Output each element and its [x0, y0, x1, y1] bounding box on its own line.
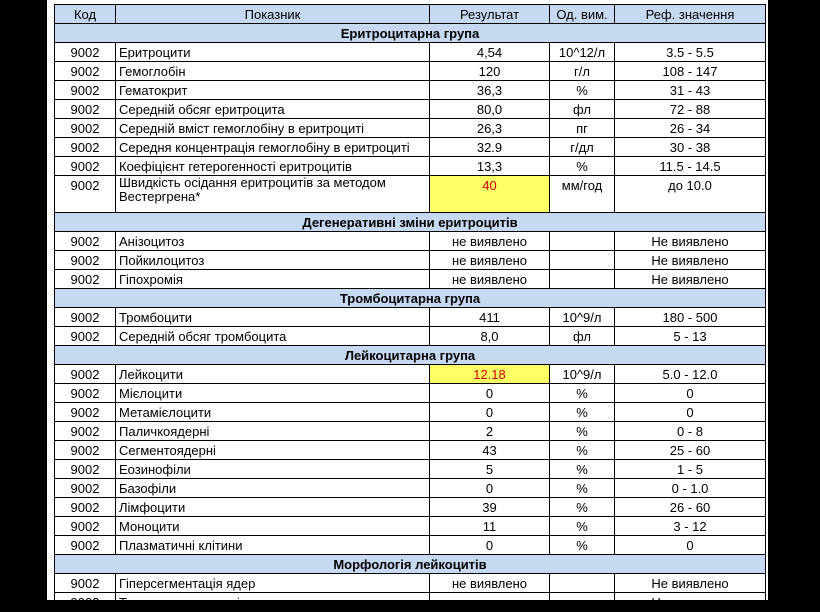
table-row [55, 498, 766, 517]
cell-unit: пг [550, 119, 615, 138]
cell-unit: 10^9/л [550, 308, 615, 327]
cell-reference-range: 0 [615, 384, 766, 403]
lab-results-table [54, 4, 766, 612]
cell-reference-range: Не виявлено [615, 232, 766, 251]
cell-test-name: Середній вміст гемоглобіну в еритроциті [116, 119, 430, 138]
cell-result: 12.18 [430, 365, 550, 384]
table-row [55, 270, 766, 289]
cell-unit: мм/год [550, 176, 615, 213]
table-row [55, 119, 766, 138]
cell-reference-range: 0 - 1.0 [615, 479, 766, 498]
cell-unit [550, 593, 615, 612]
cell-result: 40 [430, 176, 550, 213]
section-header-row [55, 289, 766, 308]
cell-code: 9002 [55, 251, 116, 270]
cell-result: не виявлено [430, 270, 550, 289]
cell-code: 9002 [55, 62, 116, 81]
cell-reference-range: 0 - 8 [615, 422, 766, 441]
section-title: Морфологія лейкоцитів [55, 555, 766, 574]
cell-unit: фл [550, 327, 615, 346]
header-unit: Од. вим. [550, 5, 615, 24]
cell-result: 0 [430, 384, 550, 403]
table-row [55, 62, 766, 81]
cell-result: 4,54 [430, 43, 550, 62]
cell-test-name: Паличкоядерні [116, 422, 430, 441]
cell-test-name: Тромбоцити [116, 308, 430, 327]
cell-unit: % [550, 403, 615, 422]
cell-unit: 10^9/л [550, 365, 615, 384]
cell-result: 0 [430, 536, 550, 555]
cell-reference-range: 26 - 34 [615, 119, 766, 138]
cell-code: 9002 [55, 308, 116, 327]
cell-reference-range: 3.5 - 5.5 [615, 43, 766, 62]
table-row [55, 365, 766, 384]
cell-unit [550, 574, 615, 593]
cell-unit [550, 251, 615, 270]
cell-reference-range: Не виявлено [615, 270, 766, 289]
cell-test-name: Швидкість осідання еритроцитів за методом Вестергрена* [116, 176, 430, 213]
table-row [55, 251, 766, 270]
cell-test-name: Еозинофіли [116, 460, 430, 479]
cell-test-name: Гіперсегментація ядер [116, 574, 430, 593]
cell-reference-range: 0 [615, 403, 766, 422]
cell-reference-range: Не виявлено [615, 593, 766, 612]
section-header-row [55, 555, 766, 574]
header-name: Показник [116, 5, 430, 24]
cell-result: 80,0 [430, 100, 550, 119]
table-row [55, 327, 766, 346]
table-row [55, 574, 766, 593]
cell-unit: г/л [550, 62, 615, 81]
cell-code: 9002 [55, 422, 116, 441]
cell-result: 0 [430, 479, 550, 498]
cell-test-name: Анізоцитоз [116, 232, 430, 251]
header-result: Результат [430, 5, 550, 24]
cell-test-name: Гематокрит [116, 81, 430, 100]
cell-result: 26,3 [430, 119, 550, 138]
cell-unit: фл [550, 100, 615, 119]
cell-unit: % [550, 422, 615, 441]
cell-code: 9002 [55, 100, 116, 119]
cell-unit [550, 270, 615, 289]
cell-unit: 10^12/л [550, 43, 615, 62]
table-row [55, 100, 766, 119]
table-row [55, 81, 766, 100]
cell-result: 36,3 [430, 81, 550, 100]
cell-test-name: Еритроцити [116, 43, 430, 62]
cell-reference-range: 3 - 12 [615, 517, 766, 536]
cell-reference-range: 31 - 43 [615, 81, 766, 100]
table-row [55, 517, 766, 536]
table-row [55, 384, 766, 403]
cell-code: 9002 [55, 517, 116, 536]
cell-code: 9002 [55, 157, 116, 176]
cell-code: 9002 [55, 81, 116, 100]
cell-result: 411 [430, 308, 550, 327]
cell-code: 9002 [55, 327, 116, 346]
cell-unit: % [550, 441, 615, 460]
cell-code: 9002 [55, 593, 116, 612]
cell-reference-range: Не виявлено [615, 251, 766, 270]
cell-reference-range: 180 - 500 [615, 308, 766, 327]
section-header-row [55, 346, 766, 365]
cell-result: не виявлено [430, 593, 550, 612]
cell-reference-range: 26 - 60 [615, 498, 766, 517]
cell-reference-range: 25 - 60 [615, 441, 766, 460]
cell-test-name: Мієлоцити [116, 384, 430, 403]
cell-test-name: Лімфоцити [116, 498, 430, 517]
cell-code: 9002 [55, 138, 116, 157]
cell-code: 9002 [55, 460, 116, 479]
table-row [55, 232, 766, 251]
table-row [55, 176, 766, 213]
section-header-row [55, 213, 766, 232]
cell-code: 9002 [55, 176, 116, 213]
cell-code: 9002 [55, 43, 116, 62]
cell-test-name: Базофіли [116, 479, 430, 498]
cell-test-name: Метамієлоцити [116, 403, 430, 422]
cell-unit: % [550, 81, 615, 100]
section-title: Дегенеративні зміни еритроцитів [55, 213, 766, 232]
cell-unit: % [550, 479, 615, 498]
cell-result: 2 [430, 422, 550, 441]
table-row [55, 308, 766, 327]
cell-test-name: Середній обсяг еритроцита [116, 100, 430, 119]
cell-reference-range: 30 - 38 [615, 138, 766, 157]
header-code: Код [55, 5, 116, 24]
cell-test-name: Сегментоядерні [116, 441, 430, 460]
cell-result: 120 [430, 62, 550, 81]
table-row [55, 422, 766, 441]
cell-code: 9002 [55, 365, 116, 384]
cell-reference-range: 5 - 13 [615, 327, 766, 346]
table-row [55, 593, 766, 612]
cell-unit: % [550, 517, 615, 536]
table-header-row [55, 5, 766, 24]
table-row [55, 460, 766, 479]
cell-test-name: Токсогенна зернистість [116, 593, 430, 612]
cell-unit: % [550, 498, 615, 517]
header-ref: Реф. значення [615, 5, 766, 24]
table-row [55, 441, 766, 460]
cell-result: не виявлено [430, 251, 550, 270]
cell-result: 39 [430, 498, 550, 517]
cell-code: 9002 [55, 384, 116, 403]
cell-result: 5 [430, 460, 550, 479]
cell-reference-range: до 10.0 [615, 176, 766, 213]
cell-unit: % [550, 460, 615, 479]
cell-result: не виявлено [430, 574, 550, 593]
cell-reference-range: 1 - 5 [615, 460, 766, 479]
cell-result: 8,0 [430, 327, 550, 346]
cell-result: 43 [430, 441, 550, 460]
cell-reference-range: 108 - 147 [615, 62, 766, 81]
cell-unit: % [550, 157, 615, 176]
cell-reference-range: Не виявлено [615, 574, 766, 593]
table-row [55, 157, 766, 176]
table-row [55, 43, 766, 62]
cell-code: 9002 [55, 270, 116, 289]
cell-result: не виявлено [430, 232, 550, 251]
cell-unit [550, 232, 615, 251]
lab-report-sheet [47, 0, 768, 610]
cell-unit: % [550, 384, 615, 403]
cell-reference-range: 72 - 88 [615, 100, 766, 119]
cell-test-name: Лейкоцити [116, 365, 430, 384]
cell-test-name: Моноцити [116, 517, 430, 536]
cell-code: 9002 [55, 232, 116, 251]
cell-test-name: Плазматичні клітини [116, 536, 430, 555]
cell-result: 32.9 [430, 138, 550, 157]
section-header-row [55, 24, 766, 43]
section-title: Еритроцитарна група [55, 24, 766, 43]
cell-test-name: Пойкилоцитоз [116, 251, 430, 270]
cell-test-name: Коефіцієнт гетерогенності еритроцитів [116, 157, 430, 176]
table-body [55, 24, 766, 612]
cell-result: 13,3 [430, 157, 550, 176]
cell-code: 9002 [55, 119, 116, 138]
section-title: Тромбоцитарна група [55, 289, 766, 308]
cell-test-name: Середній обсяг тромбоцита [116, 327, 430, 346]
cell-reference-range: 11.5 - 14.5 [615, 157, 766, 176]
table-row [55, 138, 766, 157]
cell-test-name: Середня концентрація гемоглобіну в еритроциті [116, 138, 430, 157]
cell-reference-range: 5.0 - 12.0 [615, 365, 766, 384]
cell-code: 9002 [55, 479, 116, 498]
cell-result: 0 [430, 403, 550, 422]
table-row [55, 403, 766, 422]
cell-unit: % [550, 536, 615, 555]
cell-unit: г/дл [550, 138, 615, 157]
table-row [55, 536, 766, 555]
cell-code: 9002 [55, 536, 116, 555]
cell-code: 9002 [55, 574, 116, 593]
section-title: Лейкоцитарна група [55, 346, 766, 365]
table-row [55, 479, 766, 498]
cell-code: 9002 [55, 441, 116, 460]
cell-result: 11 [430, 517, 550, 536]
cell-test-name: Гіпохромія [116, 270, 430, 289]
cell-reference-range: 0 [615, 536, 766, 555]
cell-code: 9002 [55, 403, 116, 422]
cell-code: 9002 [55, 498, 116, 517]
cell-test-name: Гемоглобін [116, 62, 430, 81]
